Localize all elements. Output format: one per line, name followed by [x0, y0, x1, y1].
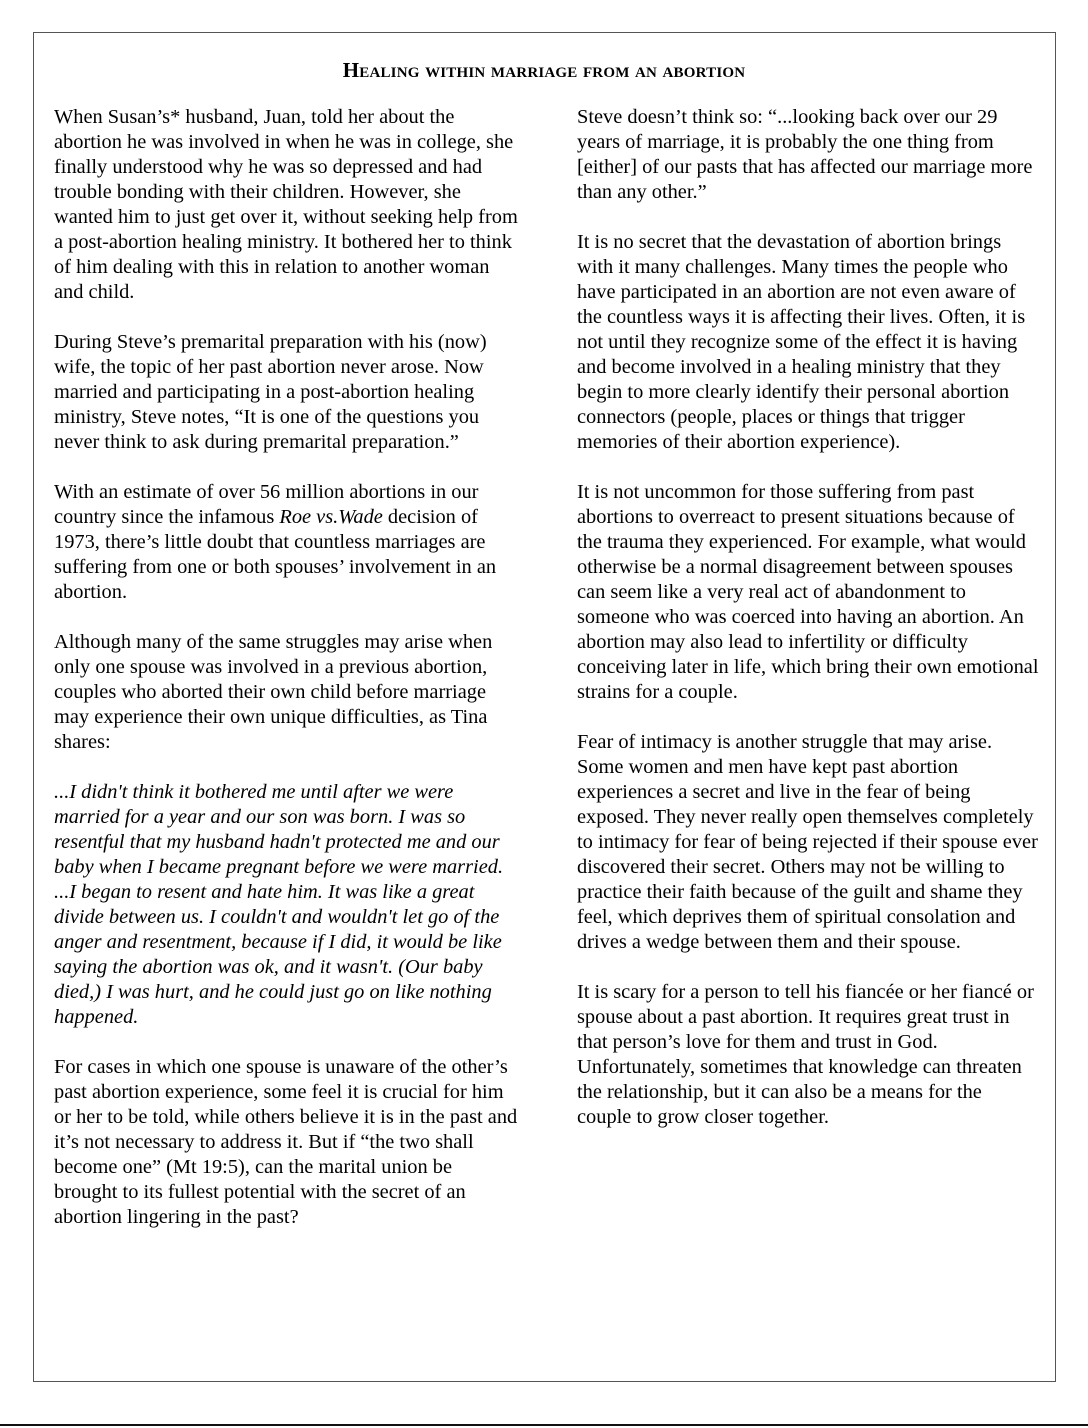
case-name: Roe vs.Wade — [279, 506, 383, 528]
paragraph-couples: Although many of the same struggles may arise when only one spouse was involved in a previous abortion, couples who aborted their own child before marriage may experience their own unique difficulties, as Tina shares: — [54, 631, 493, 753]
bottom-rule — [0, 1424, 1088, 1426]
tina-quote: ...I didn't think it bothered me until after we were married for a year and our son was born. I was so resentful that my husband hadn't protected me and our baby when I became pregnant before we were married. ...I began to resent and hate him. It was like a great divide between us. I couldn't and wouldn't let go of the anger and resentment, because if I did, it would be like saying the abortion was ok, and it wasn't. (Our baby died,) I was hurt, and he could just go on like nothing happened. — [54, 781, 504, 1028]
paragraph-unaware-spouse: For cases in which one spouse is unaware of the other’s past abortion experience, some feel it is crucial for him or her to be told, while others believe it is in the past and it’s not necessary to address it. But if “the two shall become one” (Mt 19:5), can the marital union be brought to its fullest potential with the secret of an abortion lingering in the past? — [54, 1056, 518, 1228]
statistics-text-b: decision of 1973, there’s little doubt that countless marriages are suffering from one or both spouses’ involvement in an abortion. — [54, 506, 497, 603]
statistics-text-a: With an estimate of over 56 million abortions in our country since the infamous — [54, 481, 479, 528]
paragraph-steve-premarital: During Steve’s premarital preparation with his (now) wife, the topic of her past abortion never arose. Now married and participating in a post-abortion healing ministry, Steve notes, “It is one of the questions you never think to ask during premarital preparation.” — [54, 331, 487, 453]
paragraph-trauma: It is not uncommon for those suffering from past abortions to overreact to present situations because of the trauma they experienced. For example, what would otherwise be a normal disagreement between spouses can seem like a very real act of abandonment to someone who was coerced into having an abortion. An abortion may also lead to infertility or difficulty conceiving later in life, which bring their own emotional strains for a couple. — [577, 481, 1039, 703]
paragraph-statistics — [54, 480, 519, 605]
article-title: Healing within marriage from an abortion — [342, 58, 746, 82]
paragraph-susan: When Susan’s* husband, Juan, told her about the abortion he was involved in when he was in college, she finally understood why he was so depressed and had trouble bonding with their children. However, she wanted him to just get over it, without seeking help from a post-abortion healing ministry. It bothered her to think of him dealing with this in relation to another woman and child. — [54, 106, 518, 303]
paragraph-telling: It is scary for a person to tell his fiancée or her fiancé or spouse about a past abortion. It requires great trust in that person’s love for them and trust in God. Unfortunately, sometimes that knowledge can threaten the relationship, but it can also be a means for the couple to grow closer together. — [577, 981, 1034, 1128]
paragraph-intimacy: Fear of intimacy is another struggle that may arise. Some women and men have kept past abortion experiences a secret and live in the fear of being exposed. They never really open themselves completely to intimacy for fear of being rejected if their spouse ever discovered their secret. Others may not be willing to practice their faith because of the guilt and shame they feel, which deprives them of spiritual consolation and drives a wedge between them and their spouse. — [577, 731, 1038, 953]
left-column — [54, 105, 519, 1255]
paragraph-devastation: It is no secret that the devastation of abortion brings with it many challenges. Many times the people who have participated in an abortion are not even aware of the countless ways it is affecting their lives. Often, it is not until they recognize some of the effect it is having and become involved in a healing ministry that they begin to more clearly identify their personal abortion connectors (people, places or things that trigger memories of their abortion experience). — [577, 231, 1026, 453]
paragraph-steve-quote: Steve doesn’t think so: “...looking back over our 29 years of marriage, it is probably the one thing from [either] of our pasts that has affected our marriage more than any other.” — [577, 106, 1033, 203]
right-column — [577, 105, 1039, 1155]
